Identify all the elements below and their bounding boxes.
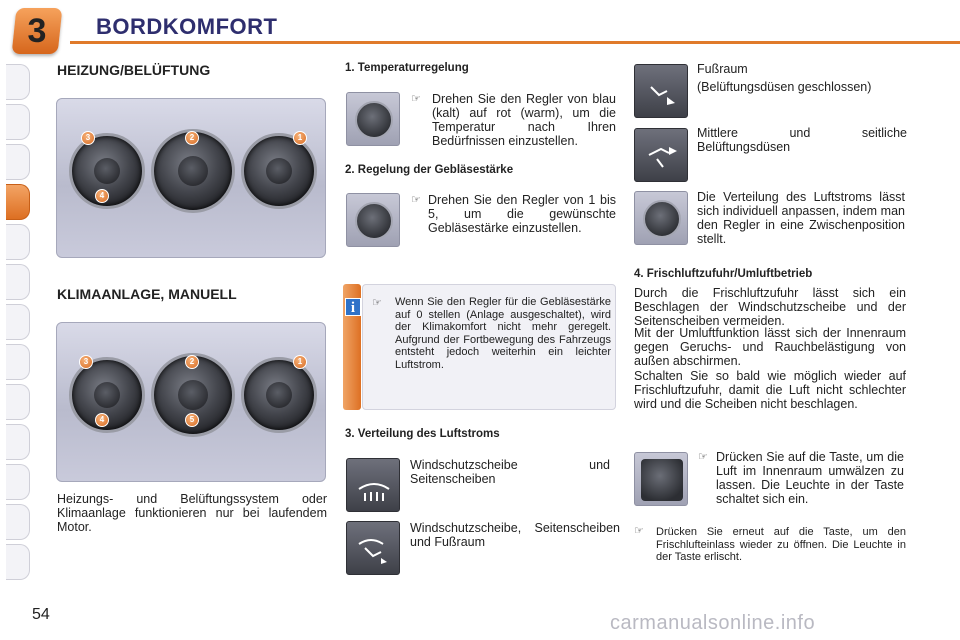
recirculation-step1: Drücken Sie auf die Taste, um die Luft im Innenraum umwälzen zu lassen. Die Leuchte in der Taste schaltet sich ein.: [716, 450, 904, 506]
chapter-tab[interactable]: [6, 64, 30, 100]
chapter-tab[interactable]: [6, 504, 30, 540]
bullet-icon: ☞: [411, 93, 421, 105]
marker-3: 3: [79, 355, 93, 369]
recirculation-button-thumb: [634, 452, 688, 506]
marker-5: 5: [185, 413, 199, 427]
info-text: Wenn Sie den Regler für die Gebläsestärke auf 0 stellen (Anlage ausgeschaltet), wird der Klimakomfort nicht mehr geregelt. Aufgrund der Fortbewegung des Fahrzeugs entsteht jedoch weiterhin ein leichter Luftstrom.: [395, 296, 611, 371]
distribution-footwell-text: Windschutzscheibe, Seitenscheiben und Fußraum: [410, 521, 620, 549]
chapter-tab[interactable]: [6, 424, 30, 460]
recirculation-heading: 4. Frischluftzufuhr/Umluftbetrieb: [634, 268, 813, 280]
ac-panel-image: [56, 322, 326, 482]
marker-1: 1: [293, 131, 307, 145]
distribution-heading: 3. Verteilung des Luftstroms: [345, 428, 500, 440]
recirculation-p2: Mit der Umluftfunktion lässt sich der Innenraum gegen Geruchs- und Rauchbelästigung von außen abschirmen.: [634, 326, 906, 368]
engine-note: Heizungs- und Belüftungssystem oder Klimaanlage funktionieren nur bei laufendem Motor.: [57, 492, 327, 534]
marker-2: 2: [185, 131, 199, 145]
marker-1: 1: [293, 355, 307, 369]
chapter-tab[interactable]: [6, 224, 30, 260]
marker-4: 4: [95, 189, 109, 203]
footwell-icon: [634, 64, 688, 118]
bullet-icon: ☞: [411, 194, 421, 206]
defrost-icon: [346, 458, 400, 512]
page-title: BORDKOMFORT: [96, 14, 278, 39]
fan-heading: 2. Regelung der Gebläsestärke: [345, 164, 514, 176]
temperature-knob: [241, 357, 317, 433]
footwell-note: (Belüftungsdüsen geschlossen): [697, 80, 872, 94]
marker-3: 3: [81, 131, 95, 145]
temperature-knob: [241, 133, 317, 209]
distribution-windscreen-text: Windschutzscheibe und Seitenscheiben: [410, 458, 610, 486]
bullet-icon: ☞: [372, 297, 382, 309]
chapter-tab[interactable]: [6, 304, 30, 340]
chapter-tab[interactable]: [6, 544, 30, 580]
chapter-tab[interactable]: [6, 104, 30, 140]
ac-heading: KLIMAANLAGE, MANUELL: [57, 286, 237, 302]
heating-panel-image: [56, 98, 326, 258]
bullet-icon: ☞: [698, 451, 708, 463]
chapter-number: 3: [27, 12, 47, 50]
distribution-knob-thumb: [634, 191, 688, 245]
chapter-tabs: [6, 64, 32, 584]
marker-4: 4: [95, 413, 109, 427]
heating-heading: HEIZUNG/BELÜFTUNG: [57, 62, 211, 78]
chapter-tab-active[interactable]: [6, 184, 30, 220]
watermark: carmanualsonline.info: [610, 612, 816, 634]
face-vent-text: Mittlere und seitliche Belüftungsdüsen: [697, 126, 907, 154]
recirculation-p1: Durch die Frischluftzufuhr lässt sich ein Beschlagen der Windschutzscheibe und der Seitenscheiben vermeiden.: [634, 286, 906, 328]
chapter-tab[interactable]: [6, 384, 30, 420]
chapter-tab[interactable]: [6, 464, 30, 500]
chapter-tab[interactable]: [6, 344, 30, 380]
temperature-heading: 1. Temperaturregelung: [345, 62, 469, 74]
fan-knob-thumb: [346, 193, 400, 247]
temperature-text: Drehen Sie den Regler von blau (kalt) auf rot (warm), um die Temperatur nach Ihren Bedürfnissen einzustellen.: [432, 92, 616, 148]
fan-text: Drehen Sie den Regler von 1 bis 5, um die gewünschte Gebläsestärke einzustellen.: [428, 193, 616, 235]
chapter-tab[interactable]: [6, 264, 30, 300]
recirculation-step2: Drücken Sie erneut auf die Taste, um den Frischlufteinlass wieder zu öffnen. Die Leuchte in der Taste erlischt.: [656, 526, 906, 563]
bullet-icon: ☞: [634, 525, 644, 537]
windscreen-footwell-icon: [346, 521, 400, 575]
marker-2: 2: [185, 355, 199, 369]
page-number: 54: [32, 606, 50, 623]
recirculation-p3: Schalten Sie so bald wie möglich wieder auf Frischluftzufuhr, damit die Luft nicht schlechter wird und die Scheiben nicht beschlagen.: [634, 369, 906, 411]
temperature-knob-thumb: [346, 92, 400, 146]
intermediate-position-text: Die Verteilung des Luftstroms lässt sich individuell anpassen, indem man den Regler in eine Zwischenposition stellt.: [697, 190, 905, 246]
face-vent-icon: [634, 128, 688, 182]
page-header: [0, 0, 960, 56]
info-icon: i: [345, 298, 361, 316]
chapter-tab[interactable]: [6, 144, 30, 180]
footwell-title: Fußraum: [697, 62, 748, 76]
